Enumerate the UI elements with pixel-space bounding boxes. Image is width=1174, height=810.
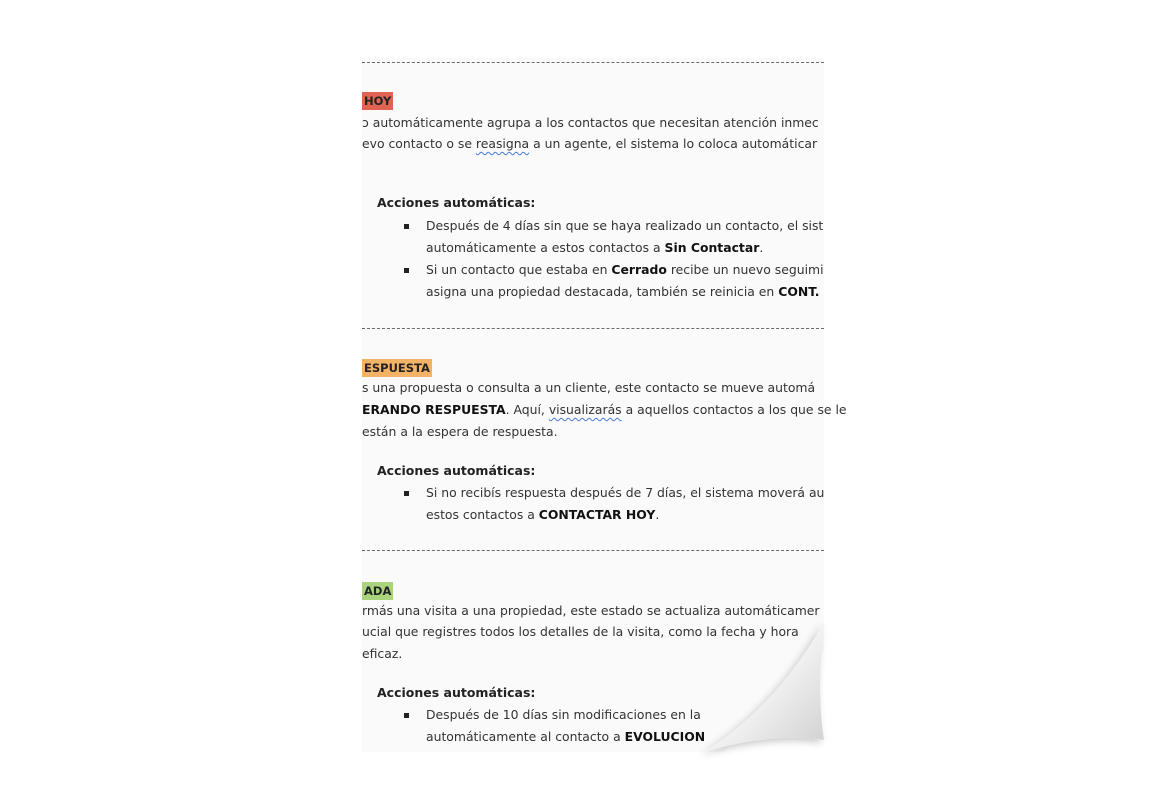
square-bullet-icon bbox=[404, 268, 409, 273]
list-item-line: automáticamente a estos contactos a Sin Contactar. bbox=[426, 240, 764, 255]
square-bullet-icon bbox=[404, 224, 409, 229]
paragraph-line: s una propuesta o consulta a un cliente, este contacto se mueve automá bbox=[362, 380, 816, 395]
paragraph-line: ɔ automáticamente agrupa a los contactos que necesitan atención inmec bbox=[362, 115, 819, 130]
list-item-line: automáticamente al contacto a EVOLUCION bbox=[426, 729, 706, 744]
paragraph-line: ucial que registres todos los detalles de la visita, como la fecha y hora bbox=[362, 624, 799, 639]
section-divider bbox=[362, 62, 824, 63]
bold-text: Cerrado bbox=[611, 262, 667, 277]
actions-heading: Acciones automáticas: bbox=[377, 463, 536, 478]
page-curl-icon bbox=[704, 622, 854, 772]
spellcheck-underlined-word: reasigna bbox=[475, 136, 530, 151]
section-divider bbox=[362, 328, 824, 329]
section-title-espuesta: ESPUESTA bbox=[364, 361, 430, 375]
actions-heading: Acciones automáticas: bbox=[377, 195, 536, 210]
section-title-ada: ADA bbox=[364, 584, 392, 598]
section-title-hoy: HOY bbox=[364, 94, 392, 108]
paragraph-line: ERANDO RESPUESTA. Aquí, visualizarás a aquellos contactos a los que se le bbox=[362, 402, 847, 417]
paragraph-line: están a la espera de respuesta. bbox=[362, 424, 558, 439]
bold-text: EVOLUCION bbox=[624, 729, 706, 744]
square-bullet-icon bbox=[404, 713, 409, 718]
list-item-line: estos contactos a CONTACTAR HOY. bbox=[426, 507, 660, 522]
paragraph-line: eficaz. bbox=[362, 646, 403, 661]
list-item-line: Si un contacto que estaba en Cerrado recibe un nuevo seguimi bbox=[426, 262, 824, 277]
list-item-line: Si no recibís respuesta después de 7 días, el sistema moverá au bbox=[426, 485, 825, 500]
list-item-line: Después de 10 días sin modificaciones en la bbox=[426, 707, 701, 722]
bold-text: ERANDO RESPUESTA bbox=[362, 402, 506, 417]
paragraph-line: rmás una visita a una propiedad, este estado se actualiza automáticamer bbox=[362, 603, 820, 618]
list-item-line: Después de 4 días sin que se haya realizado un contacto, el sist bbox=[426, 218, 824, 233]
section-divider bbox=[362, 550, 824, 551]
paragraph-line: evo contacto o se reasigna a un agente, el sistema lo coloca automáticar bbox=[362, 136, 818, 151]
bold-text: CONTACTAR HOY bbox=[538, 507, 656, 522]
actions-heading: Acciones automáticas: bbox=[377, 685, 536, 700]
bold-text: CONT. bbox=[778, 284, 820, 299]
square-bullet-icon bbox=[404, 491, 409, 496]
bold-text: Sin Contactar bbox=[664, 240, 760, 255]
spellcheck-underlined-word: visualizarás bbox=[548, 402, 622, 417]
list-item-line: asigna una propiedad destacada, también se reinicia en CONT. bbox=[426, 284, 820, 299]
